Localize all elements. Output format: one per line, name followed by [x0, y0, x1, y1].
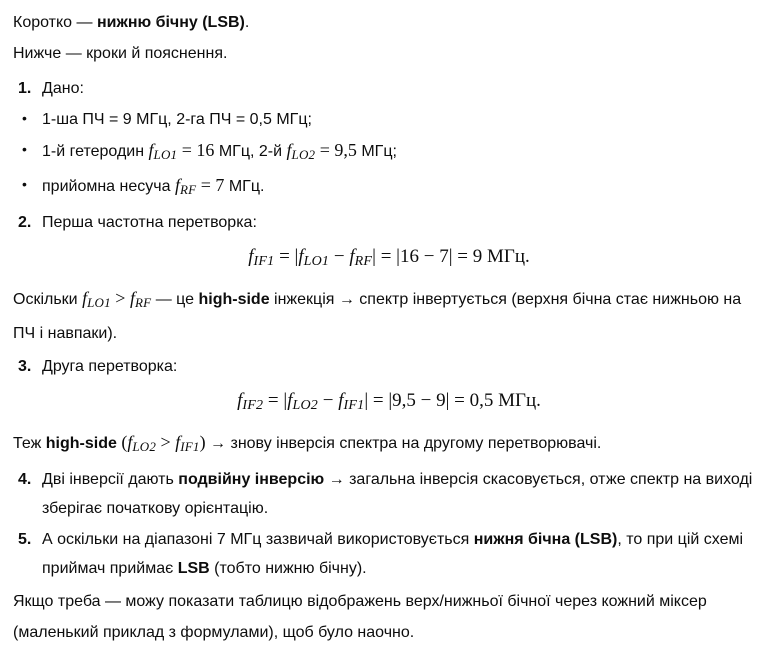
- given-bullet-oscillators: [13, 136, 765, 169]
- bullet-icon: •: [22, 110, 27, 126]
- list-item-text-line1: А оскільки на діапазоні 7 МГц зазвичай використовується нижня бічна (LSB), то при цій схемі: [42, 531, 744, 548]
- list-number: 4.: [18, 471, 32, 488]
- given-bullet-if-frequencies: [13, 105, 765, 134]
- list-item-3-second-conversion: [13, 352, 765, 381]
- offer-paragraph-line2: (маленький приклад з формулами), щоб було наочно.: [13, 624, 415, 641]
- intro-paragraph: Коротко — нижню бічну (LSB).: [13, 14, 250, 31]
- list-item-text-line2: зберігає початкову орієнтацію.: [42, 500, 269, 517]
- formula-if1: fIF1 = |fLO1 − fRF| = |16 − 7| = 9 МГц.: [248, 246, 530, 269]
- list-item-4-double-inversion: [13, 465, 765, 523]
- list-item-5-lsb-conclusion: [13, 525, 765, 583]
- list-item-2-first-conversion: [13, 208, 765, 237]
- list-item-text: Дано:: [42, 80, 84, 97]
- high-side-explanation-line2: ПЧ і навпаки).: [13, 325, 118, 342]
- bullet-icon: •: [22, 141, 27, 157]
- list-number: 1.: [18, 80, 32, 97]
- steps-note-paragraph: Нижче — кроки й пояснення.: [13, 45, 228, 62]
- bullet-text: 1-ша ПЧ = 9 МГц, 2-га ПЧ = 0,5 МГц;: [42, 111, 312, 128]
- bullet-text: прийомна несуча fRF = 7 МГц.: [42, 175, 265, 197]
- second-high-side-paragraph: Теж high-side (fLO2 > fIF1) → знову інверсія спектра на другому перетворювачі.: [13, 432, 602, 454]
- offer-paragraph-line1: Якщо треба — можу показати таблицю відображень верх/нижньої бічної через кожний міксер: [13, 593, 707, 610]
- formula-if2: fIF2 = |fLO2 − fIF1| = |9,5 − 9| = 0,5 МГц.: [237, 390, 541, 413]
- given-bullet-carrier: [13, 171, 765, 204]
- list-number: 3.: [18, 358, 32, 375]
- list-number: 5.: [18, 531, 32, 548]
- bullet-text: 1-й гетеродин fLO1 = 16 МГц, 2-й fLO2 = 9,5 МГц;: [42, 140, 397, 162]
- list-item-text-line2: приймач приймає LSB (тобто нижню бічну).: [42, 560, 367, 577]
- list-item-text-line1: Дві інверсії дають подвійну інверсію → загальна інверсія скасовується, отже спектр на виході: [42, 471, 753, 488]
- list-number: 2.: [18, 214, 32, 231]
- bullet-icon: •: [22, 176, 27, 192]
- list-item-1-given: [13, 74, 765, 103]
- list-item-text: Друга перетворка:: [42, 358, 178, 375]
- high-side-explanation-line1: Оскільки fLO1 > fRF — це high-side інжекція → спектр інвертується (верхня бічна стає нижньою на: [13, 288, 742, 310]
- list-item-text: Перша частотна перетворка:: [42, 214, 257, 231]
